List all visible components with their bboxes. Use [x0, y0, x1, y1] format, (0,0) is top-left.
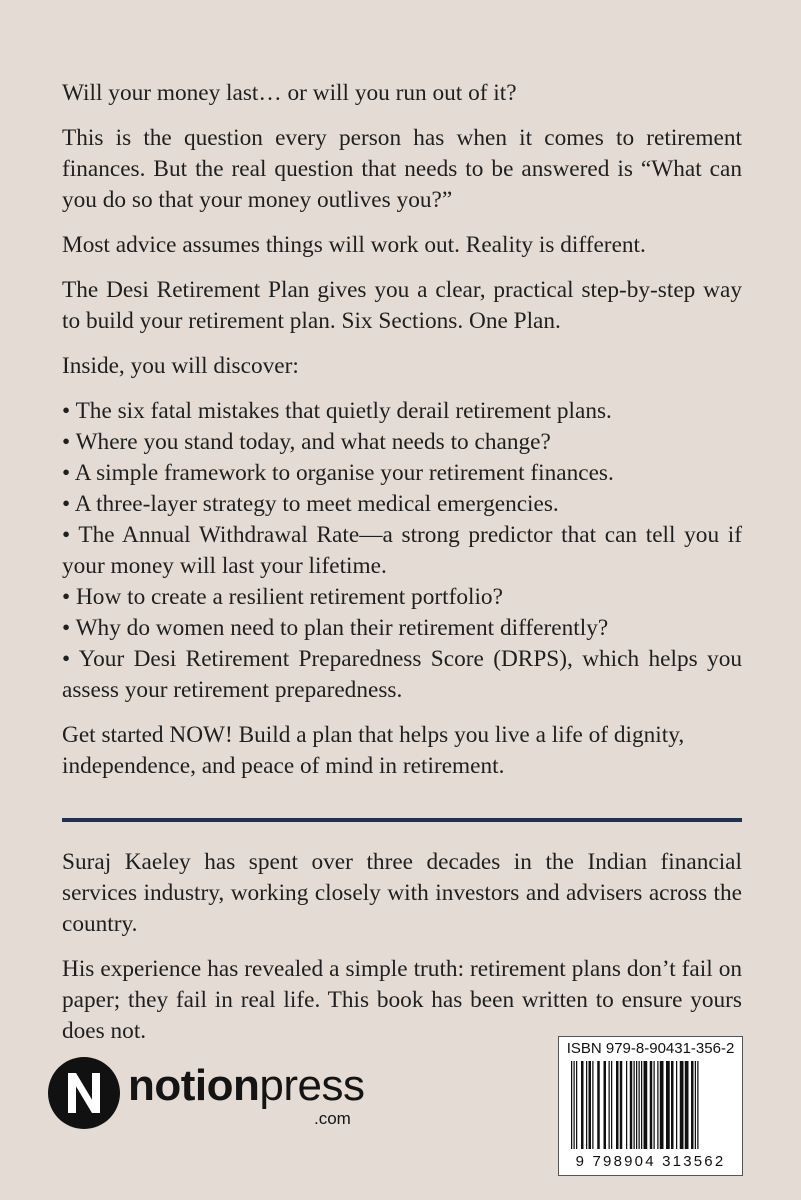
barcode-bar — [691, 1061, 694, 1149]
blurb-paragraph-inside: Inside, you will discover: — [62, 353, 299, 379]
isbn-barcode — [558, 1036, 743, 1176]
barcode-bar — [581, 1061, 584, 1149]
barcode-bar — [639, 1061, 640, 1149]
barcode-bar — [571, 1061, 572, 1149]
barcode-bar — [636, 1061, 637, 1149]
barcode-bar — [666, 1061, 670, 1149]
barcode-bar — [576, 1061, 577, 1149]
barcode-bar — [597, 1061, 600, 1149]
barcode-bar — [644, 1061, 648, 1149]
author-bio-paragraph: His experience has revealed a simple truth: retirement plans don’t fail on paper; they fail in real life. This book has been written to ensure yours does not. — [62, 956, 742, 1044]
author-bio — [62, 847, 742, 1061]
barcode-bar — [641, 1061, 642, 1149]
publisher-name — [128, 1061, 364, 1111]
publisher-name-bold: notion — [128, 1061, 260, 1110]
author-bio-paragraph: Suraj Kaeley has spent over three decades in the Indian financial services industry, working closely with investors and advisers across the country. — [62, 849, 742, 937]
publisher-domain: .com — [314, 1109, 351, 1128]
barcode-bar — [630, 1061, 633, 1149]
discover-list-item: • The six fatal mistakes that quietly derail retirement plans. — [62, 396, 742, 427]
blurb-call-to-action: Get started NOW! Build a plan that helps you live a life of dignity, independence, and peace of mind in retirement. — [62, 722, 685, 779]
barcode-bar — [697, 1061, 698, 1149]
blurb-paragraph-question: This is the question every person has when it comes to retirement finances. But the real question that needs to be answered is “What can you do so that your money outlives you?” — [62, 125, 742, 213]
barcode-bar — [609, 1061, 610, 1149]
discover-list-item: • Your Desi Retirement Preparedness Score (DRPS), which helps you assess your retirement preparedness. — [62, 644, 742, 706]
barcode-bar — [657, 1061, 658, 1149]
barcode-bar — [620, 1061, 623, 1149]
publisher-logo-icon — [48, 1057, 120, 1129]
barcode-bar — [616, 1061, 619, 1149]
barcode-bar — [589, 1061, 592, 1149]
isbn-number: ISBN 979-8-90431-356-2 — [566, 1040, 735, 1057]
publisher-name-regular: press — [259, 1061, 365, 1110]
barcode-bar — [671, 1061, 674, 1149]
back-cover-blurb — [62, 78, 742, 796]
barcode-bars — [559, 1059, 742, 1153]
blurb-paragraph-plan: The Desi Retirement Plan gives you a clear, practical step-by-step way to build your retirement plan. Six Sections. One Plan. — [62, 277, 742, 334]
blurb-paragraph-reality: Most advice assumes things will work out. Reality is different. — [62, 232, 646, 258]
barcode-bar — [680, 1061, 684, 1149]
barcode-bar — [574, 1061, 575, 1149]
barcode-bar — [660, 1061, 664, 1149]
discover-list-item: • The Annual Withdrawal Rate—a strong predictor that can tell you if your money will last your lifetime. — [62, 520, 742, 582]
barcode-bar — [695, 1061, 696, 1149]
barcode-bar — [592, 1061, 593, 1149]
barcode-bar — [685, 1061, 689, 1149]
barcode-bar — [611, 1061, 612, 1149]
section-divider — [62, 818, 742, 822]
discover-list — [62, 396, 742, 706]
publisher-logo — [48, 1057, 368, 1137]
barcode-digits: 9 798904 313562 — [575, 1153, 726, 1170]
barcode-bar — [676, 1061, 677, 1149]
barcode-bar — [654, 1061, 655, 1149]
blurb-opening-question: Will your money last… or will you run out of it? — [62, 80, 517, 106]
barcode-bar — [650, 1061, 653, 1149]
barcode-bar — [586, 1061, 587, 1149]
discover-list-item: • A three-layer strategy to meet medical emergencies. — [62, 489, 742, 520]
discover-list-item: • How to create a resilient retirement portfolio? — [62, 582, 742, 613]
discover-list-item: • A simple framework to organise your retirement finances. — [62, 458, 742, 489]
barcode-bar — [634, 1061, 635, 1149]
barcode-bar — [626, 1061, 627, 1149]
discover-list-item: • Where you stand today, and what needs to change? — [62, 427, 742, 458]
barcode-bar — [604, 1061, 607, 1149]
discover-list-item: • Why do women need to plan their retirement differently? — [62, 613, 742, 644]
